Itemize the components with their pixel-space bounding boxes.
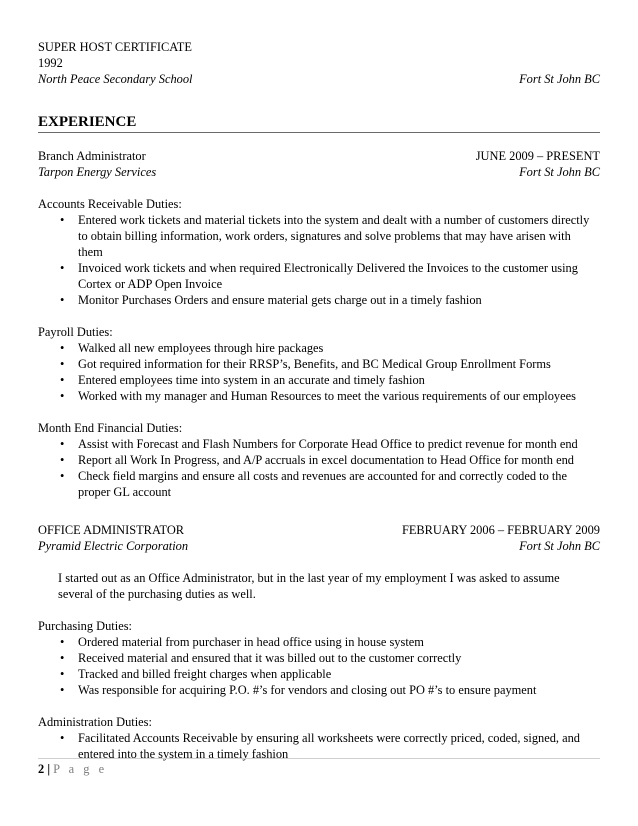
list-item: • Walked all new employees through hire packages [38,340,600,356]
page-footer [38,758,600,777]
job-pyramid [38,522,600,762]
month-end-duties-heading: Month End Financial Duties: [38,421,183,435]
list-item: • Check field margins and ensure all costs and revenues are accounted for and correctly coded to the proper GL account [38,468,600,500]
job-title-row [38,522,600,538]
list-item: • Invoiced work tickets and when required Electronically Delivered the Invoices to the customer using Cortex or ADP Open Invoice [38,260,600,292]
job-location: Fort St John BC [519,539,600,553]
payroll-duties-heading: Payroll Duties: [38,325,113,339]
job-dates: JUNE 2009 – PRESENT [475,149,600,163]
list-item: • Assist with Forecast and Flash Numbers for Corporate Head Office to predict revenue for month end [38,436,600,452]
ar-duties-heading: Accounts Receivable Duties: [38,197,182,211]
list-item: • Got required information for their RRSP’s, Benefits, and BC Medical Group Enrollment Forms [38,356,600,372]
job-tarpon [38,148,600,500]
list-item: • Facilitated Accounts Receivable by ensuring all worksheets were correctly priced, coded, signed, and entered into the system in a timely fashion [38,730,600,762]
school-name: North Peace Secondary School [38,72,193,86]
list-item: • Entered employees time into system in an accurate and timely fashion [38,372,600,388]
ar-duties-list [38,212,600,308]
certificate-name: SUPER HOST CERTIFICATE [38,40,192,54]
page-content [38,39,600,762]
job-title: Branch Administrator [38,149,146,163]
payroll-duties-list [38,340,600,404]
job-company-row [38,538,600,554]
job-intro: I started out as an Office Administrator, but in the last year of my employment I was asked to assume several of the purchasing duties as well. [58,571,560,601]
job-company: Tarpon Energy Services [38,165,157,179]
list-item: • Was responsible for acquiring P.O. #’s for vendors and closing out PO #’s to ensure payment [38,682,600,698]
purchasing-duties-heading: Purchasing Duties: [38,619,132,633]
month-end-duties-list [38,436,600,500]
administration-duties-heading: Administration Duties: [38,715,152,729]
list-item: • Monitor Purchases Orders and ensure material gets charge out in a timely fashion [38,292,600,308]
list-item: • Tracked and billed freight charges when applicable [38,666,600,682]
list-item: • Entered work tickets and material tickets into the system and dealt with a number of customers directly to obtain billing information, work orders, signatures and solve problems that may have arisen with them [38,212,600,260]
footer-separator: | [47,762,51,776]
job-title: OFFICE ADMINISTRATOR [38,523,185,537]
list-item: • Received material and ensured that it was billed out to the customer correctly [38,650,600,666]
certificate-block [38,39,600,87]
job-company-row [38,164,600,180]
list-item: • Ordered material from purchaser in head office using in house system [38,634,600,650]
list-item: • Report all Work In Progress, and A/P accruals in excel documentation to Head Office for month end [38,452,600,468]
job-company: Pyramid Electric Corporation [38,539,189,553]
job-location: Fort St John BC [519,165,600,179]
certificate-year: 1992 [38,56,63,70]
page-number: 2 [38,762,45,776]
purchasing-duties-list [38,634,600,698]
school-row [38,71,600,87]
experience-heading: EXPERIENCE [38,113,600,133]
page-label: P a g e [53,762,108,776]
school-location: Fort St John BC [519,72,600,86]
list-item: • Worked with my manager and Human Resources to meet the various requirements of our employees [38,388,600,404]
job-dates: FEBRUARY 2006 – FEBRUARY 2009 [401,523,600,537]
job-title-row [38,148,600,164]
